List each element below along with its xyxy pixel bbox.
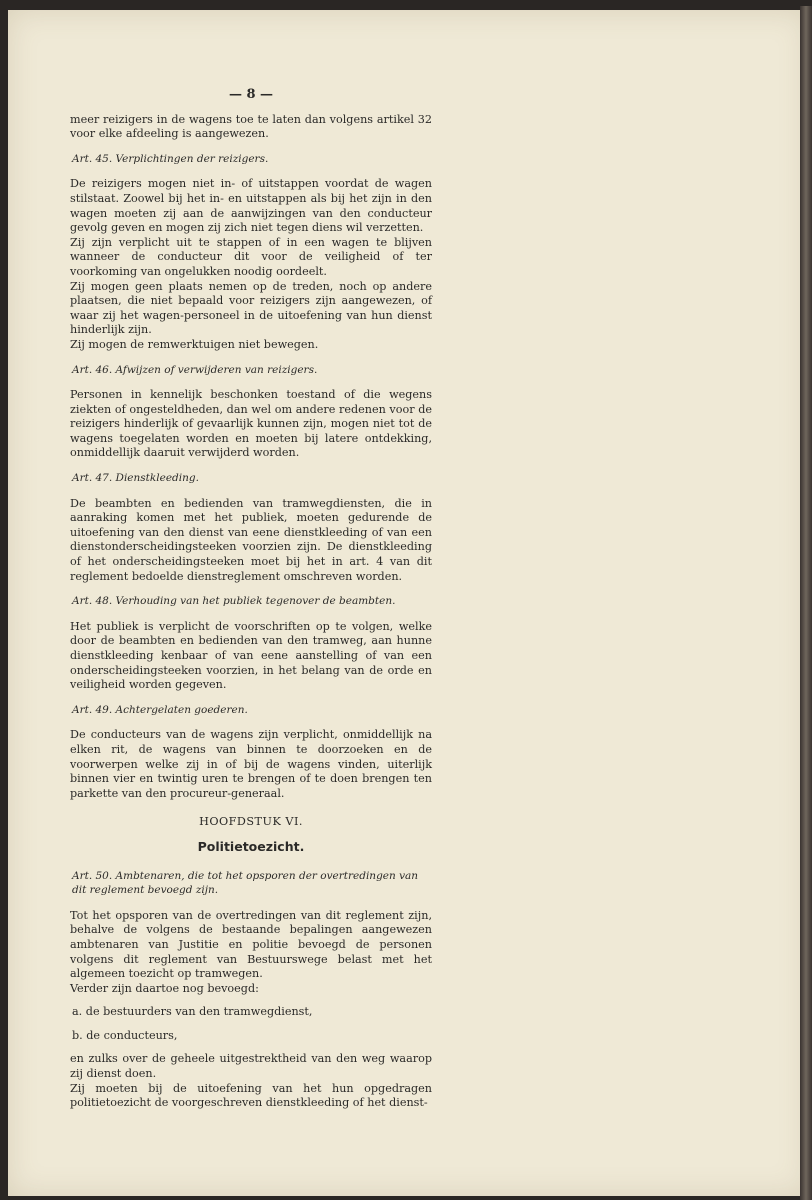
article-heading-47: Art. 47. Dienstkleeding.	[72, 472, 199, 485]
chapter-title: HOOFDSTUK VI.	[199, 815, 303, 829]
paragraph: Tot het opsporen van de overtredingen van dit reglement zijn, behalve de volgens de bestaande bepalingen aangewezen ambtenaren van Justitie en politie bevoegd de personen volgens dit reglement van Bestuurswege belast met het algemeen toezicht op tramwegen.	[70, 908, 432, 981]
page-number: — 8 —	[228, 87, 274, 102]
article-heading-48: Art. 48. Verhouding van het publiek tegenover de beambten.	[72, 595, 396, 608]
paragraph: Zij zijn verplicht uit te stappen of in een wagen te blijven wanneer de conducteur dit voor de veiligheid of ter voorkoming van ongelukken noodig oordeelt.	[70, 235, 432, 278]
paragraph: en zulks over de geheele uitgestrektheid van den weg waarop zij dienst doen.	[70, 1052, 432, 1081]
document-page	[8, 10, 808, 1196]
paragraph: De beambten en bedienden van tramwegdiensten, die in aanraking komen met het publiek, moeten gedurende de uitoefening van den dienst van eene dienstkleeding of van een dienstonderscheidingsteeken voorzien zijn. De dienstkleeding of het onderscheidingsteeken moet bij het in art. 4 van dit reglement bedoelde dienstreglement omschreven worden.	[70, 496, 432, 583]
article-heading-46: Art. 46. Afwijzen of verwijderen van reizigers.	[72, 363, 318, 376]
page-edge	[800, 6, 812, 1200]
page-text-column	[70, 88, 432, 1111]
paragraph: Het publiek is verplicht de voorschriften op te volgen, welke door de beambten en bedienden van den tramweg, aan hunne dienstkleeding kenbaar of van eene aanstelling of van een onderscheidingsteeken voorzien, in het belang van de orde en veiligheid worden gegeven.	[70, 619, 432, 692]
paragraph: Zij moeten bij de uitoefening van het hun opgedragen politietoezicht de voorgeschreven dienstkleeding of het dienst-	[70, 1081, 432, 1110]
article-heading-45: Art. 45. Verplichtingen der reizigers.	[72, 152, 269, 165]
paragraph: meer reizigers in de wagens toe te laten dan volgens artikel 32 voor elke afdeeling is aangewezen.	[70, 112, 432, 141]
paragraph: Zij mogen de remwerktuigen niet bewegen.	[70, 337, 319, 351]
paragraph: De conducteurs van de wagens zijn verplicht, onmiddellijk na elken rit, de wagens van binnen te doorzoeken en de voorwerpen welke zij in of bij de wagens vinden, uiterlijk binnen vier en twintig uren te brengen of te doen brengen ten parkette van den procureur-generaal.	[70, 728, 432, 800]
section-title: Politietoezicht.	[197, 838, 305, 854]
paragraph: Personen in kennelijk beschonken toestand of die wegens ziekten of ongesteldheden, dan wel om andere redenen voor de reizigers hinderlijk of gevaarlijk kunnen zijn, mogen niet tot de wagens toegelaten worden en moeten bij latere ontdekking, onmiddellijk daaruit verwijderd worden.	[70, 388, 432, 460]
paragraph: Zij mogen geen plaats nemen op de treden, noch op andere plaatsen, die niet bepaald voor reizigers zijn aangewezen, of waar zij het wagen-personeel in de uitoefening van hun dienst hinderlijk zijn.	[70, 279, 432, 337]
list-item-b: b. de conducteurs,	[72, 1028, 178, 1042]
paragraph: De reizigers mogen niet in- of uitstappen voordat de wagen stilstaat. Zoowel bij het in- en uitstappen als bij het zijn in den wagen moeten zij aan de aanwijzingen van den conducteur gevolg geven en mogen zij zich niet tegen diens wil verzetten.	[70, 177, 432, 235]
article-heading-50: Art. 50. Ambtenaren, die tot het opsporen der overtredingen van dit reglement bevoegd zijn.	[72, 869, 419, 897]
article-heading-49: Art. 49. Achtergelaten goederen.	[72, 703, 248, 716]
list-item-a: a. de bestuurders van den tramwegdienst,	[72, 1005, 313, 1019]
paragraph: Verder zijn daartoe nog bevoegd:	[70, 981, 259, 995]
